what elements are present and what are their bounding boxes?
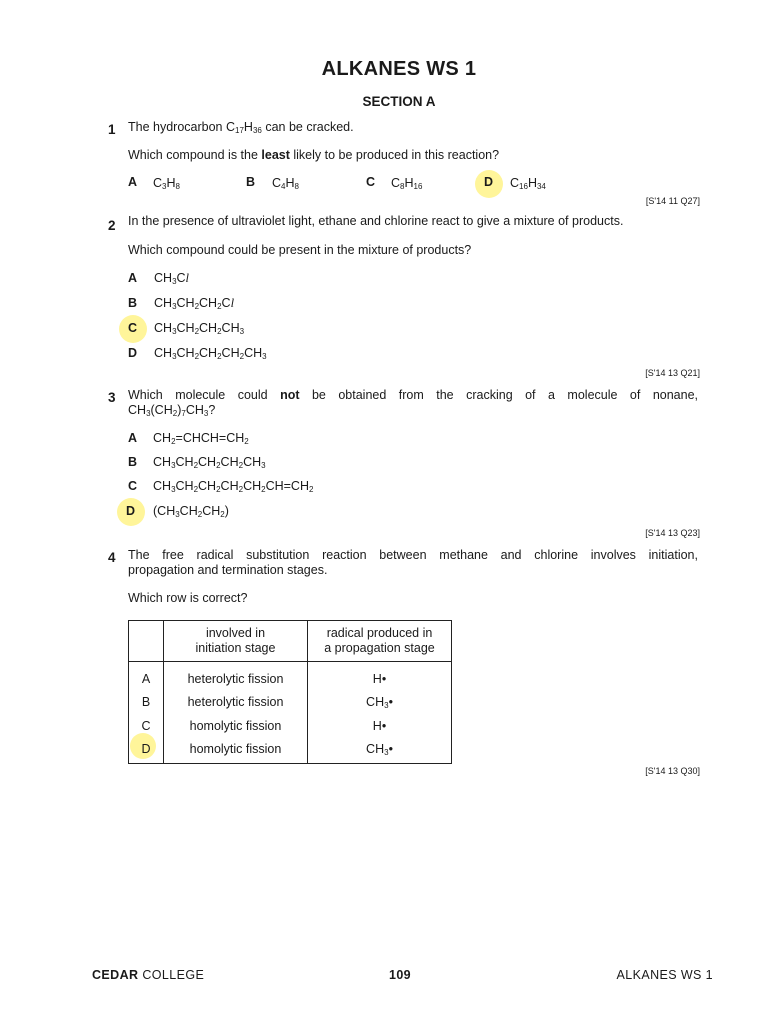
q3-option-a: A bbox=[128, 431, 138, 445]
q1-option-a-formula: $C_3H_8$ bbox=[153, 176, 180, 191]
question-2-reference: [S'14 13 Q21] bbox=[645, 368, 700, 378]
question-4-prompt: Which row is correct? bbox=[128, 591, 248, 605]
section-heading: SECTION A bbox=[362, 94, 436, 109]
row-radical: H• bbox=[308, 662, 452, 691]
q1-option-b: B bbox=[246, 175, 256, 189]
row-radical: $CH_3•$ bbox=[308, 691, 452, 715]
q3-option-d-formula: $(CH_3CH_2CH_2)$ bbox=[153, 504, 229, 519]
row-label: A bbox=[129, 662, 164, 691]
q2-option-a-formula: $CH_3Cl$ bbox=[154, 271, 190, 286]
q1-option-c: C bbox=[366, 175, 376, 189]
question-1-number: 1 bbox=[108, 122, 116, 137]
question-4-stem-cont: propagation and termination stages. bbox=[128, 563, 328, 577]
table-corner bbox=[129, 621, 164, 662]
row-radical: H• bbox=[308, 714, 452, 738]
footer-college: CEDAR COLLEGE bbox=[92, 968, 205, 982]
question-2-number: 2 bbox=[108, 218, 116, 233]
q2-option-b-formula: $CH_3CH_2CH_2Cl$ bbox=[154, 296, 235, 311]
q2-option-d: D bbox=[128, 346, 138, 360]
row-label: C bbox=[129, 714, 164, 738]
answer-table bbox=[128, 620, 452, 764]
question-3-stem-formula: $CH_3(CH_2)_7CH_3$? bbox=[128, 403, 216, 418]
page-number: 109 bbox=[388, 968, 412, 982]
column-header-propagation: radical produced in a propagation stage bbox=[308, 621, 452, 662]
q1-option-c-formula: $C_8H_{16}$ bbox=[391, 176, 423, 191]
q1-option-d-formula: $C_{16}H_{34}$ bbox=[510, 176, 546, 191]
column-header-initiation: involved in initiation stage bbox=[164, 621, 308, 662]
q2-option-c-formula: $CH_3CH_2CH_2CH_3$ bbox=[154, 321, 245, 336]
row-label: D bbox=[129, 738, 164, 764]
q1-option-d: D bbox=[484, 175, 494, 189]
row-radical: $CH_3•$ bbox=[308, 738, 452, 764]
q3-option-c: C bbox=[128, 479, 138, 493]
question-4-number: 4 bbox=[108, 550, 116, 565]
question-4-reference: [S'14 13 Q30] bbox=[645, 766, 700, 776]
q3-option-d: D bbox=[126, 504, 136, 518]
row-stage: homolytic fission bbox=[164, 738, 308, 764]
footer-worksheet-title: ALKANES WS 1 bbox=[616, 968, 713, 982]
q3-option-c-formula: $CH_3CH_2CH_2CH_2CH_2CH=CH_2$ bbox=[153, 479, 314, 494]
question-3-reference: [S'14 13 Q23] bbox=[645, 528, 700, 538]
question-1-prompt: Which compound is the least likely to be produced in this reaction? bbox=[128, 148, 500, 162]
q2-option-d-formula: $CH_3CH_2CH_2CH_2CH_3$ bbox=[154, 346, 267, 361]
table-row bbox=[129, 714, 452, 738]
question-1-stem: The hydrocarbon $C_{17}H_{36}$ can be cracked. bbox=[128, 120, 354, 135]
question-2-stem: In the presence of ultraviolet light, ethane and chlorine react to give a mixture of products. bbox=[128, 214, 624, 228]
table-row bbox=[129, 691, 452, 715]
q1-option-b-formula: $C_4H_8$ bbox=[272, 176, 299, 191]
q2-option-a: A bbox=[128, 271, 138, 285]
question-3-stem: Which molecule could not be obtained from the cracking of a molecule of nonane, bbox=[128, 388, 699, 402]
q2-option-b: B bbox=[128, 296, 138, 310]
q3-option-b: B bbox=[128, 455, 138, 469]
q1-option-a: A bbox=[128, 175, 138, 189]
q3-option-a-formula: $CH_2=CHCH=CH_2$ bbox=[153, 431, 249, 446]
question-2-prompt: Which compound could be present in the mixture of products? bbox=[128, 243, 472, 257]
row-stage: heterolytic fission bbox=[164, 662, 308, 691]
question-1-reference: [S'14 11 Q27] bbox=[645, 196, 700, 206]
q2-option-c: C bbox=[128, 321, 138, 335]
table-row bbox=[129, 738, 452, 764]
row-label: B bbox=[129, 691, 164, 715]
row-stage: heterolytic fission bbox=[164, 691, 308, 715]
question-4-stem: The free radical substitution reaction between methane and chlorine involves initiation, bbox=[128, 548, 698, 562]
page-title: ALKANES WS 1 bbox=[321, 58, 477, 80]
q3-option-b-formula: $CH_3CH_2CH_2CH_2CH_3$ bbox=[153, 455, 266, 470]
row-stage: homolytic fission bbox=[164, 714, 308, 738]
question-3-number: 3 bbox=[108, 390, 116, 405]
table-row bbox=[129, 662, 452, 691]
